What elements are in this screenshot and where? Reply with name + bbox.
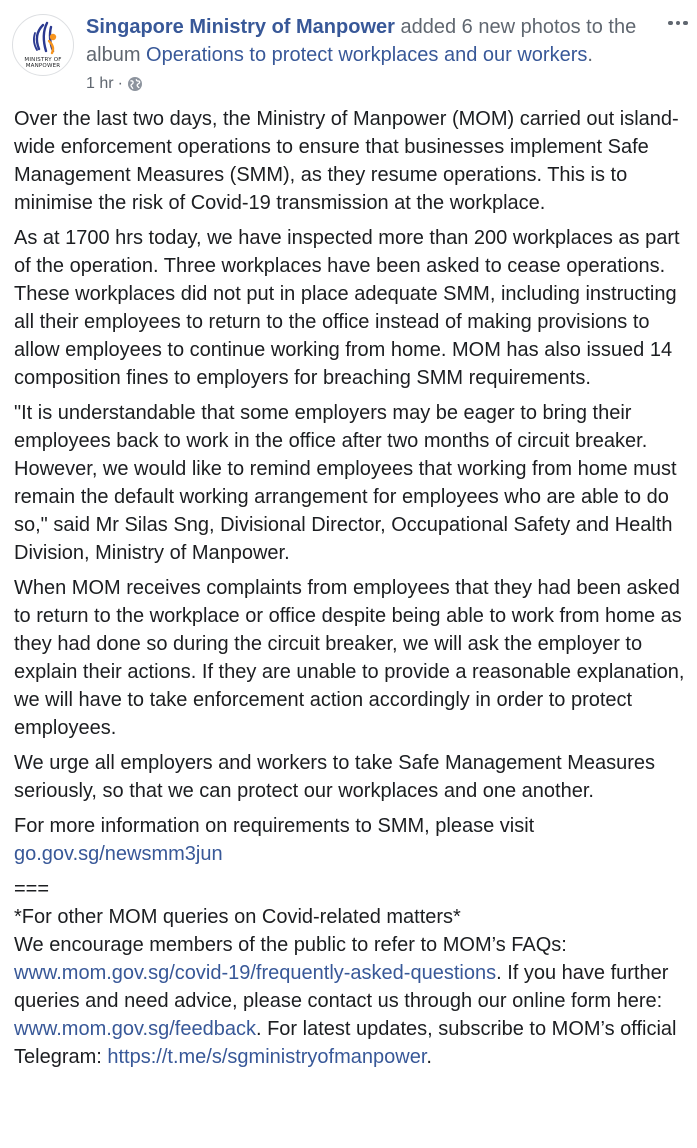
post-paragraph-6 bbox=[14, 812, 689, 868]
footer-text-4: . bbox=[426, 1046, 432, 1068]
post-paragraph-3: "It is understandable that some employers may be eager to bring their employees back to work in the office after two months of circuit breaker. However, we would like to remind employees that working from home must remain the default working arrangement for employees who are able to do so," said Mr Silas Sng, Divisional Director, Occupational Safety and Health Division, Ministry of Manpower. bbox=[14, 402, 677, 564]
post-paragraph-1: Over the last two days, the Ministry of Manpower (MOM) carried out island-wide enforcement operations to ensure that businesses implement Safe Management Measures (SMM), as they resume operations. This is to minimise the risk of Covid-19 transmission at the workplace. bbox=[14, 108, 679, 214]
telegram-link[interactable]: https://t.me/s/sgministryofmanpower bbox=[107, 1046, 427, 1068]
album-link[interactable]: Operations to protect workplaces and our workers bbox=[146, 44, 588, 66]
album-suffix: . bbox=[587, 44, 593, 66]
page-name-link[interactable]: Singapore Ministry of Manpower bbox=[86, 16, 395, 38]
post-meta bbox=[86, 73, 143, 95]
faq-link[interactable]: www.mom.gov.sg/covid-19/frequently-asked-questions bbox=[14, 962, 497, 984]
footer-text-3: . For latest updates, subscribe to MOM’s official Telegram: bbox=[14, 1018, 677, 1068]
smm-link[interactable]: go.gov.sg/newsmm3jun bbox=[14, 843, 223, 865]
globe-icon[interactable] bbox=[127, 76, 143, 92]
feedback-link[interactable]: www.mom.gov.sg/feedback bbox=[14, 1018, 256, 1040]
post-body bbox=[14, 105, 689, 1071]
post-header-text bbox=[86, 13, 656, 69]
footer-heading: *For other MOM queries on Covid-related matters* bbox=[14, 906, 461, 928]
smm-info-text: For more information on requirements to SMM, please visit bbox=[14, 815, 535, 837]
footer-text-2: . If you have further queries and need advice, please contact us through our online form here: bbox=[14, 962, 669, 1012]
meta-separator: · bbox=[117, 75, 123, 92]
footer-faq-text: We encourage members of the public to refer to MOM’s FAQs: bbox=[14, 934, 567, 956]
footer-divider: === bbox=[14, 878, 50, 900]
post-header bbox=[0, 0, 697, 100]
timestamp-link[interactable]: 1 hr bbox=[86, 75, 114, 92]
more-options-icon[interactable] bbox=[663, 8, 693, 38]
avatar[interactable] bbox=[12, 14, 74, 76]
post-paragraph-5: We urge all employers and workers to take Safe Management Measures seriously, so that we can protect our workplaces and one another. bbox=[14, 752, 656, 802]
avatar-logo-line1: MINISTRY OF bbox=[24, 57, 62, 63]
avatar-logo-line2: MANPOWER bbox=[25, 63, 61, 69]
post-paragraph-4: When MOM receives complaints from employees that they had been asked to return to the workplace or office despite being able to work from home as they had done so during the circuit breaker, we will ask the employer to explain their actions. If they are unable to provide a reasonable explanation, we will have to take enforcement action accordingly in order to protect employees. bbox=[14, 577, 685, 739]
action-text: added 6 new photos to the album bbox=[86, 16, 637, 66]
post-paragraph-2: As at 1700 hrs today, we have inspected more than 200 workplaces as part of the operation. Three workplaces have been asked to cease operations. These workplaces did not put in place adequate SMM, including instructing all their employees to return to the office instead of making provisions to allow employees to continue working from home. MOM has also issued 14 composition fines to employers for breaching SMM requirements. bbox=[14, 227, 680, 389]
post-footer bbox=[14, 875, 689, 1071]
